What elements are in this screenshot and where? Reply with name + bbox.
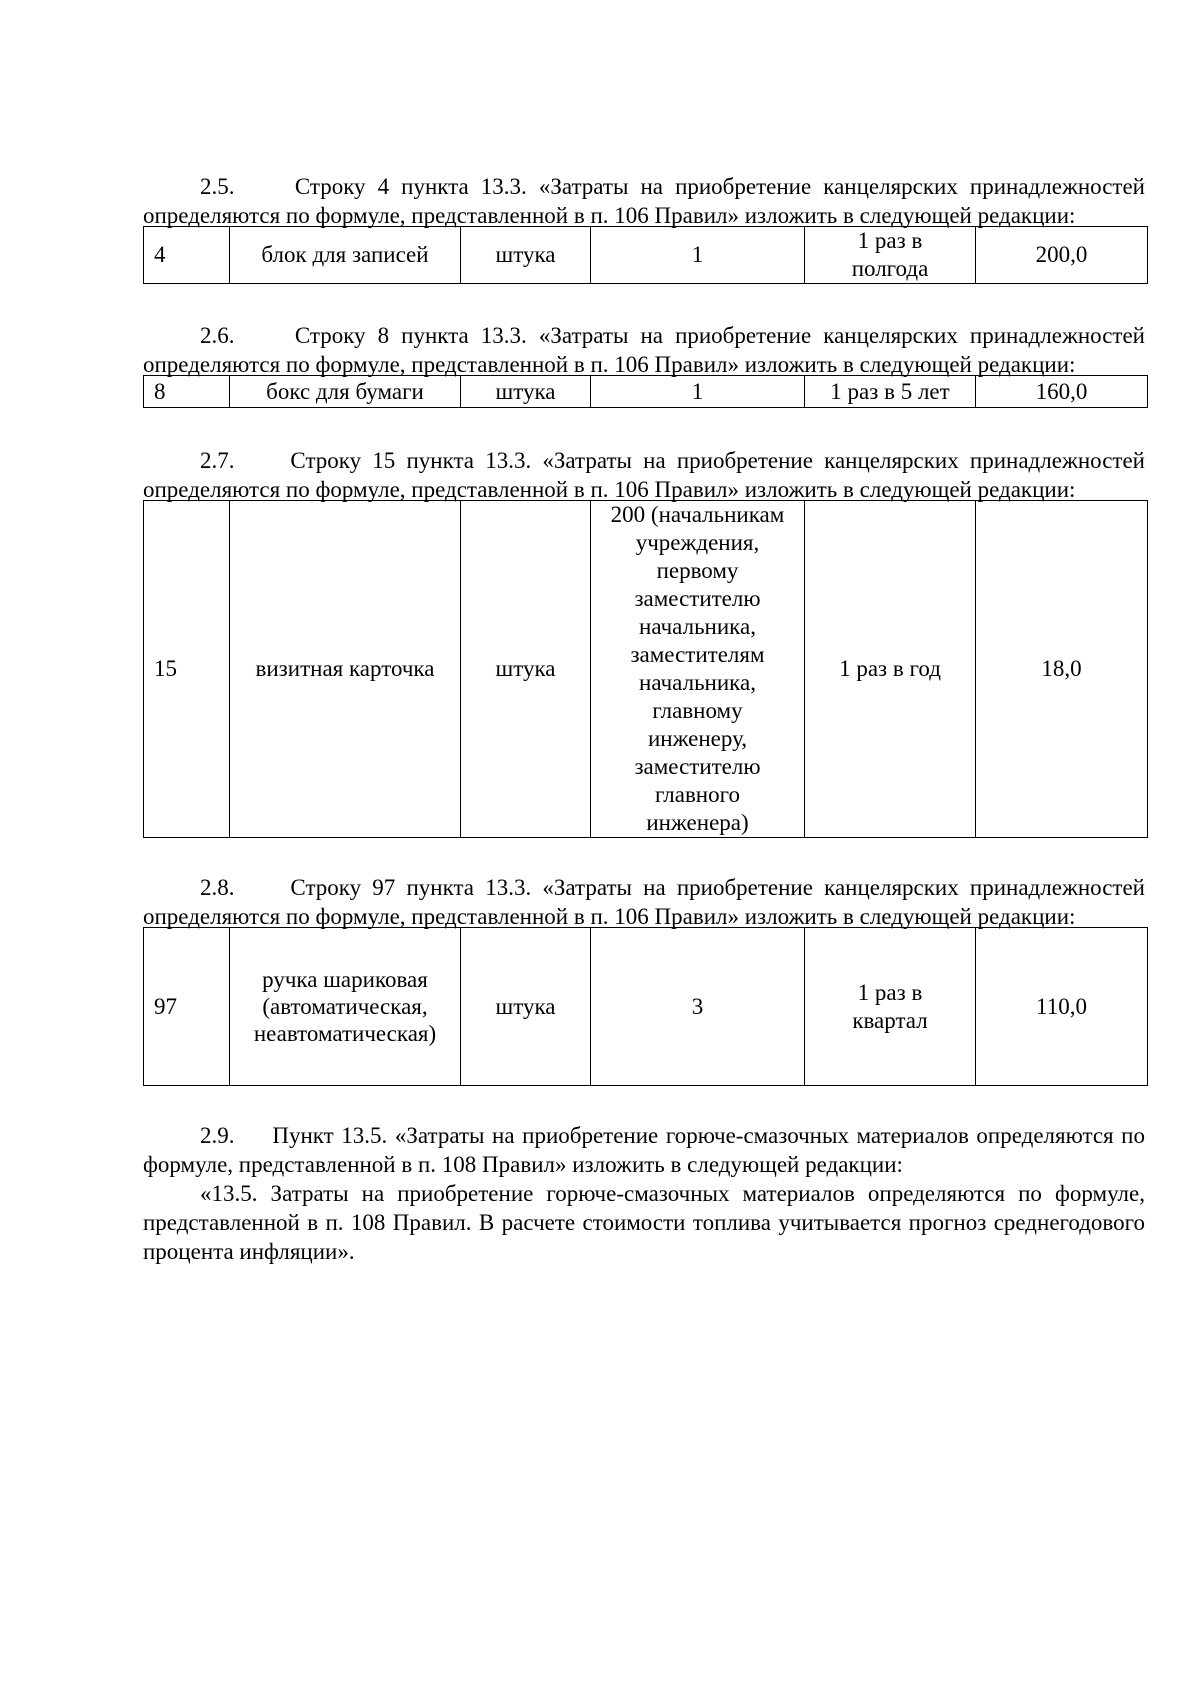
row-number: 4 bbox=[144, 227, 230, 284]
section-text: 2.5. Строку 4 пункта 13.3. «Затраты на приобретение канцелярских принадлежностей определяются по формуле, представленной в п. 106 Правил» изложить в следующей редакции: bbox=[143, 174, 1145, 228]
row-number: 15 bbox=[144, 501, 230, 838]
amendment-table bbox=[143, 500, 1148, 838]
period: 1 раз в квартал bbox=[805, 928, 976, 1086]
section-2-8 bbox=[143, 873, 1145, 1086]
unit: штука bbox=[461, 928, 591, 1086]
row-number: 8 bbox=[144, 376, 230, 408]
table-row bbox=[144, 227, 1148, 284]
section-text: 2.9. Пункт 13.5. «Затраты на приобретение горюче-смазочных материалов определяются по формуле, представленной в п. 108 Правил» изложить в следующей редакции: bbox=[143, 1123, 1145, 1177]
section-text: 2.6. Строку 8 пункта 13.3. «Затраты на приобретение канцелярских принадлежностей определяются по формуле, представленной в п. 106 Правил» изложить в следующей редакции: bbox=[143, 323, 1145, 377]
price: 160,0 bbox=[976, 376, 1148, 408]
row-number: 97 bbox=[144, 928, 230, 1086]
item-name: ручка шариковая (автоматическая, неавтоматическая) bbox=[230, 928, 461, 1086]
amendment-table bbox=[143, 927, 1148, 1086]
price: 200,0 bbox=[976, 227, 1148, 284]
quantity: 1 bbox=[591, 227, 805, 284]
section-text: 2.8. Строку 97 пункта 13.3. «Затраты на приобретение канцелярских принадлежностей определяются по формуле, представленной в п. 106 Правил» изложить в следующей редакции: bbox=[143, 875, 1145, 929]
table-row bbox=[144, 376, 1148, 408]
table-row bbox=[144, 501, 1148, 838]
unit: штука bbox=[461, 376, 591, 408]
section-2-9 bbox=[143, 1121, 1145, 1266]
quantity: 1 bbox=[591, 376, 805, 408]
item-name: визитная карточка bbox=[230, 501, 461, 838]
unit: штука bbox=[461, 501, 591, 838]
section-2-6 bbox=[143, 321, 1145, 408]
price: 18,0 bbox=[976, 501, 1148, 838]
quantity: 3 bbox=[591, 928, 805, 1086]
item-name: блок для записей bbox=[230, 227, 461, 284]
quantity: 200 (начальникам учреждения, первому заместителю начальника, заместителям начальника, главному инженеру, заместителю главного инженера) bbox=[591, 501, 805, 838]
amendment-table bbox=[143, 375, 1148, 408]
period: 1 раз в 5 лет bbox=[805, 376, 976, 408]
section-text: 2.7. Строку 15 пункта 13.3. «Затраты на приобретение канцелярских принадлежностей определяются по формуле, представленной в п. 106 Правил» изложить в следующей редакции: bbox=[143, 448, 1145, 502]
section-2-7 bbox=[143, 446, 1145, 838]
period: 1 раз в год bbox=[805, 501, 976, 838]
price: 110,0 bbox=[976, 928, 1148, 1086]
amendment-table bbox=[143, 226, 1148, 284]
item-name: бокс для бумаги bbox=[230, 376, 461, 408]
document-body bbox=[143, 172, 1145, 1266]
table-row bbox=[144, 928, 1148, 1086]
quoted-clause-13-5: «13.5. Затраты на приобретение горюче-смазочных материалов определяются по формуле, представленной в п. 108 Правил. В расчете стоимости топлива учитывается прогноз среднегодового процента инфляции». bbox=[143, 1181, 1145, 1264]
unit: штука bbox=[461, 227, 591, 284]
period: 1 раз в полгода bbox=[805, 227, 976, 284]
section-2-5 bbox=[143, 172, 1145, 284]
